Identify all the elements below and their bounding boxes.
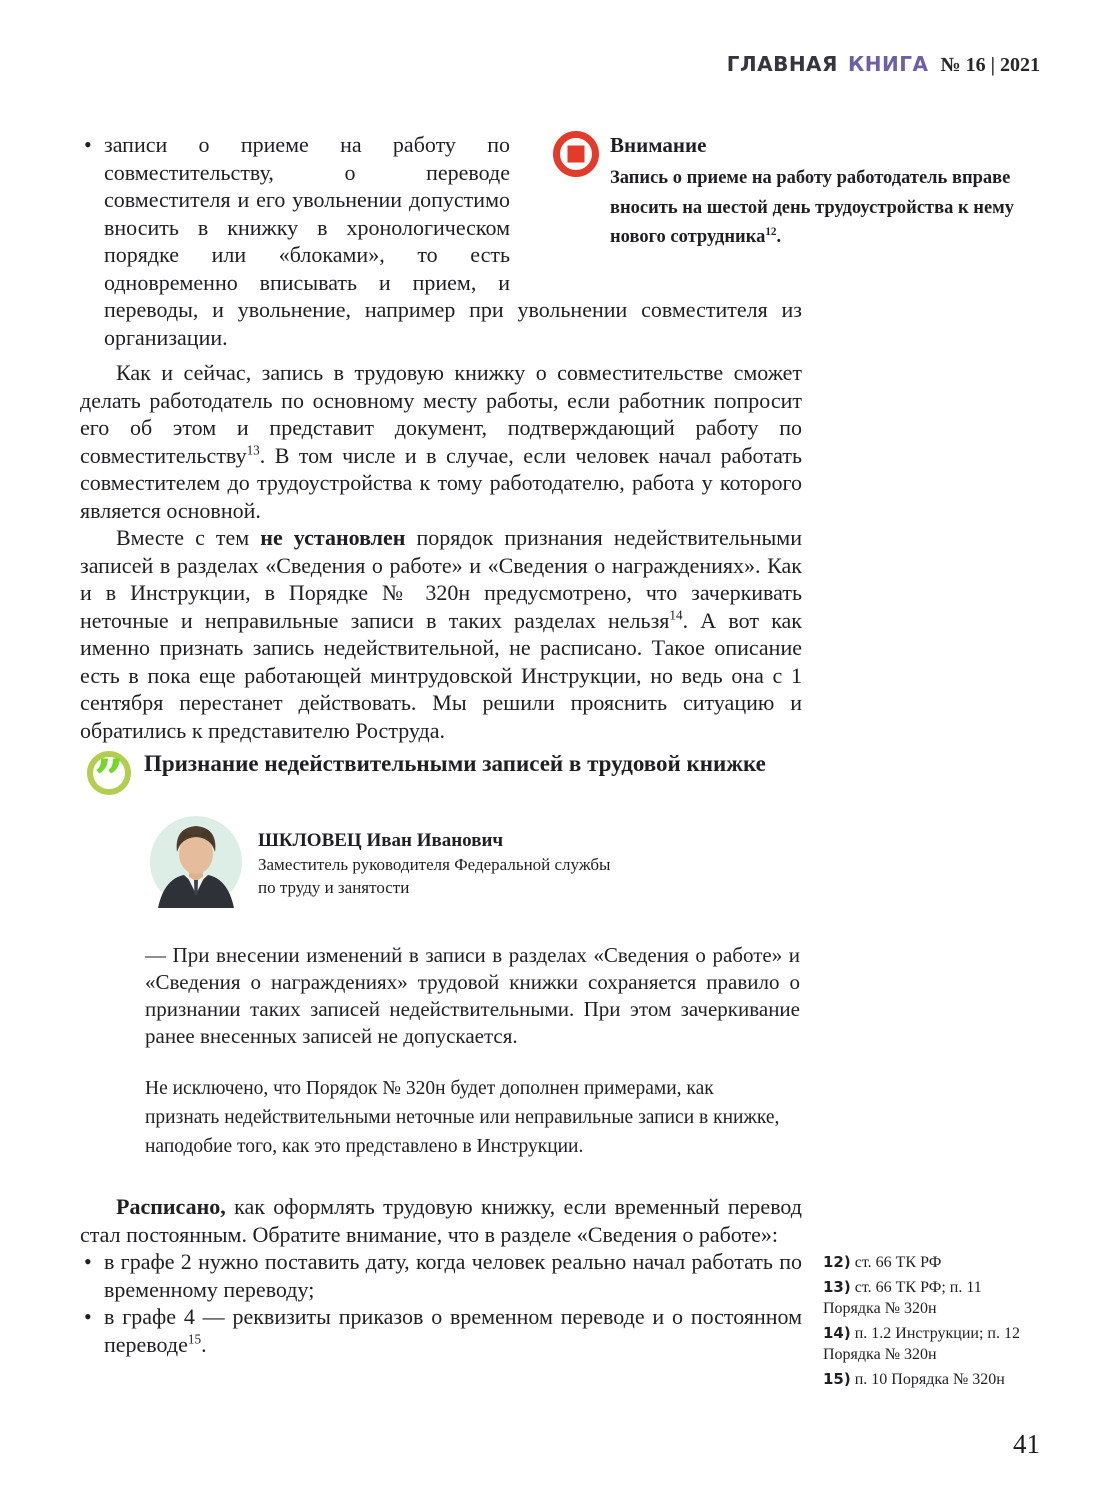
bullet-text: в графе 4 — реквизиты приказов о временном переводе и о постоянном переводе [104,1304,802,1357]
quote-heading-row [80,748,802,798]
quote-note: Не исключено, что Порядок № 320н будет дополнен примерами, как признать недействительными неточные или неправильные записи в книжке, наподобие того, как это представлено в Инструкции. [145,1078,780,1157]
paragraph-text: . А вот как именно признать запись недействительной, не расписано. Такое описание есть в пока еще работающей минтрудовской Инструкции, но ведь она с 1 сентября перестанет действовать. Мы решили прояснить ситуацию и обратились к представителю Роструда. [80,607,802,743]
person-role-line2: по труду и занятости [258,878,410,897]
person-role-line1: Заместитель руководителя Федеральной службы [258,855,611,874]
paragraph-raspisano [80,1193,802,1248]
bullet-text: в графе 2 нужно поставить дату, когда человек реально начал работать по временному переводу; [104,1249,802,1302]
paragraph-text: Как и сейчас, запись в трудовую книжку о совместительстве сможет делать работодатель по основному месту работы, если работник попросит его об этом и представит документ, подтверждающий работу по совместительству [80,360,802,468]
footnote-text: п. 1.2 Инструкции; п. 12 Порядка № 320н [823,1325,1020,1363]
paragraph-text: . В том числе и в случае, если человек начал работать совместителем до трудоустройства к тому работодателю, работа у которого является основной. [80,442,802,523]
bullet-item-grafa4 [80,1303,802,1358]
footnote-13 [823,1277,1023,1319]
bullet-text: . [201,1331,207,1357]
bullet-item-records [80,131,802,351]
person-name: ШКЛОВЕЦ Иван Иванович [258,830,504,851]
person-block [80,816,802,908]
quote-icon [86,750,132,796]
attention-title: Внимание [610,133,707,157]
person-meta [258,816,802,899]
page-header [0,52,1040,77]
footnote-text: п. 10 Порядка № 320н [854,1371,1005,1388]
quote-text: — При внесении изменений в записи в разделах «Сведения о работе» и «Сведения о награждениях» трудовой книжки сохраняется правило о признании таких записей недействительными. При этом зачеркивание ранее внесенных записей не допускается. [145,943,800,1048]
attention-text-main: Запись о приеме на работу работодатель вправе вносить на шестой день трудоустройства к нему нового сотрудника [610,168,1015,247]
paragraph-combination-jobs [80,359,802,524]
bullet-text: записи о приеме на работу по совместительству, о переводе совместителя и его увольнении допустимо вносить в книжку в хронологическом порядке или «блоками», то есть одновременно вписывать и прием, и переводы, и увольнение, например при увольнении совместителя из организации. [104,132,802,350]
footnote-ref-15: 15 [187,1331,202,1347]
footnote-ref-12: 12 [765,225,777,238]
footnote-15 [823,1369,1023,1390]
footnotes-list [823,1252,1023,1394]
person-photo [150,816,242,908]
magazine-title-main: ГЛАВНАЯ [726,52,838,76]
footnote-ref-13: 13 [246,442,260,458]
footnote-14 [823,1323,1023,1365]
article-body-bottom [80,1193,802,1358]
footnote-12 [823,1252,1023,1273]
footnote-number: 12) [823,1253,851,1271]
footnote-text: ст. 66 ТК РФ [854,1254,942,1271]
bullet-marker: • [84,1249,92,1274]
footnote-text: ст. 66 ТК РФ; п. 11 Порядка № 320н [823,1279,982,1317]
page-number: 41 [1013,1429,1040,1459]
bullet-item-grafa2 [80,1248,802,1303]
paragraph-text: Вместе с тем [116,525,261,550]
paragraph-text: порядок признания недействительными записей в разделах «Сведения о работе» и «Сведения о награждениях». Как и в Инструкции, в Порядке № 320н предусмотрено, что зачеркивать неточные и неправильные записи в таких разделах нельзя [80,525,802,633]
svg-text:”: ” [94,750,124,796]
magazine-title-kniga: КНИГА [847,52,929,76]
issue-number: № 16 | 2021 [940,54,1040,76]
person-role [258,853,802,899]
paragraph-invalid-records [80,524,802,744]
footnote-ref-14: 14 [669,607,683,623]
attention-text-period: . [776,227,782,247]
quote-title: Признание недействительными записей в трудовой книжке [144,751,766,776]
bullet-marker: • [84,1304,92,1329]
paragraph-text: как оформлять трудовую книжку, если временный перевод стал постоянным. Обратите внимание, что в разделе «Сведения о работе»: [80,1194,802,1247]
footnote-number: 13) [823,1278,851,1296]
emphasis-not-established: не установлен [260,525,406,550]
footnote-number: 15) [823,1370,851,1388]
article-body-top [80,131,802,744]
footnote-number: 14) [823,1324,851,1342]
emphasis-raspisano: Расписано, [116,1194,226,1219]
expert-quote-section [80,748,802,1161]
bullet-marker: • [84,132,92,157]
attention-spacer [510,131,802,283]
